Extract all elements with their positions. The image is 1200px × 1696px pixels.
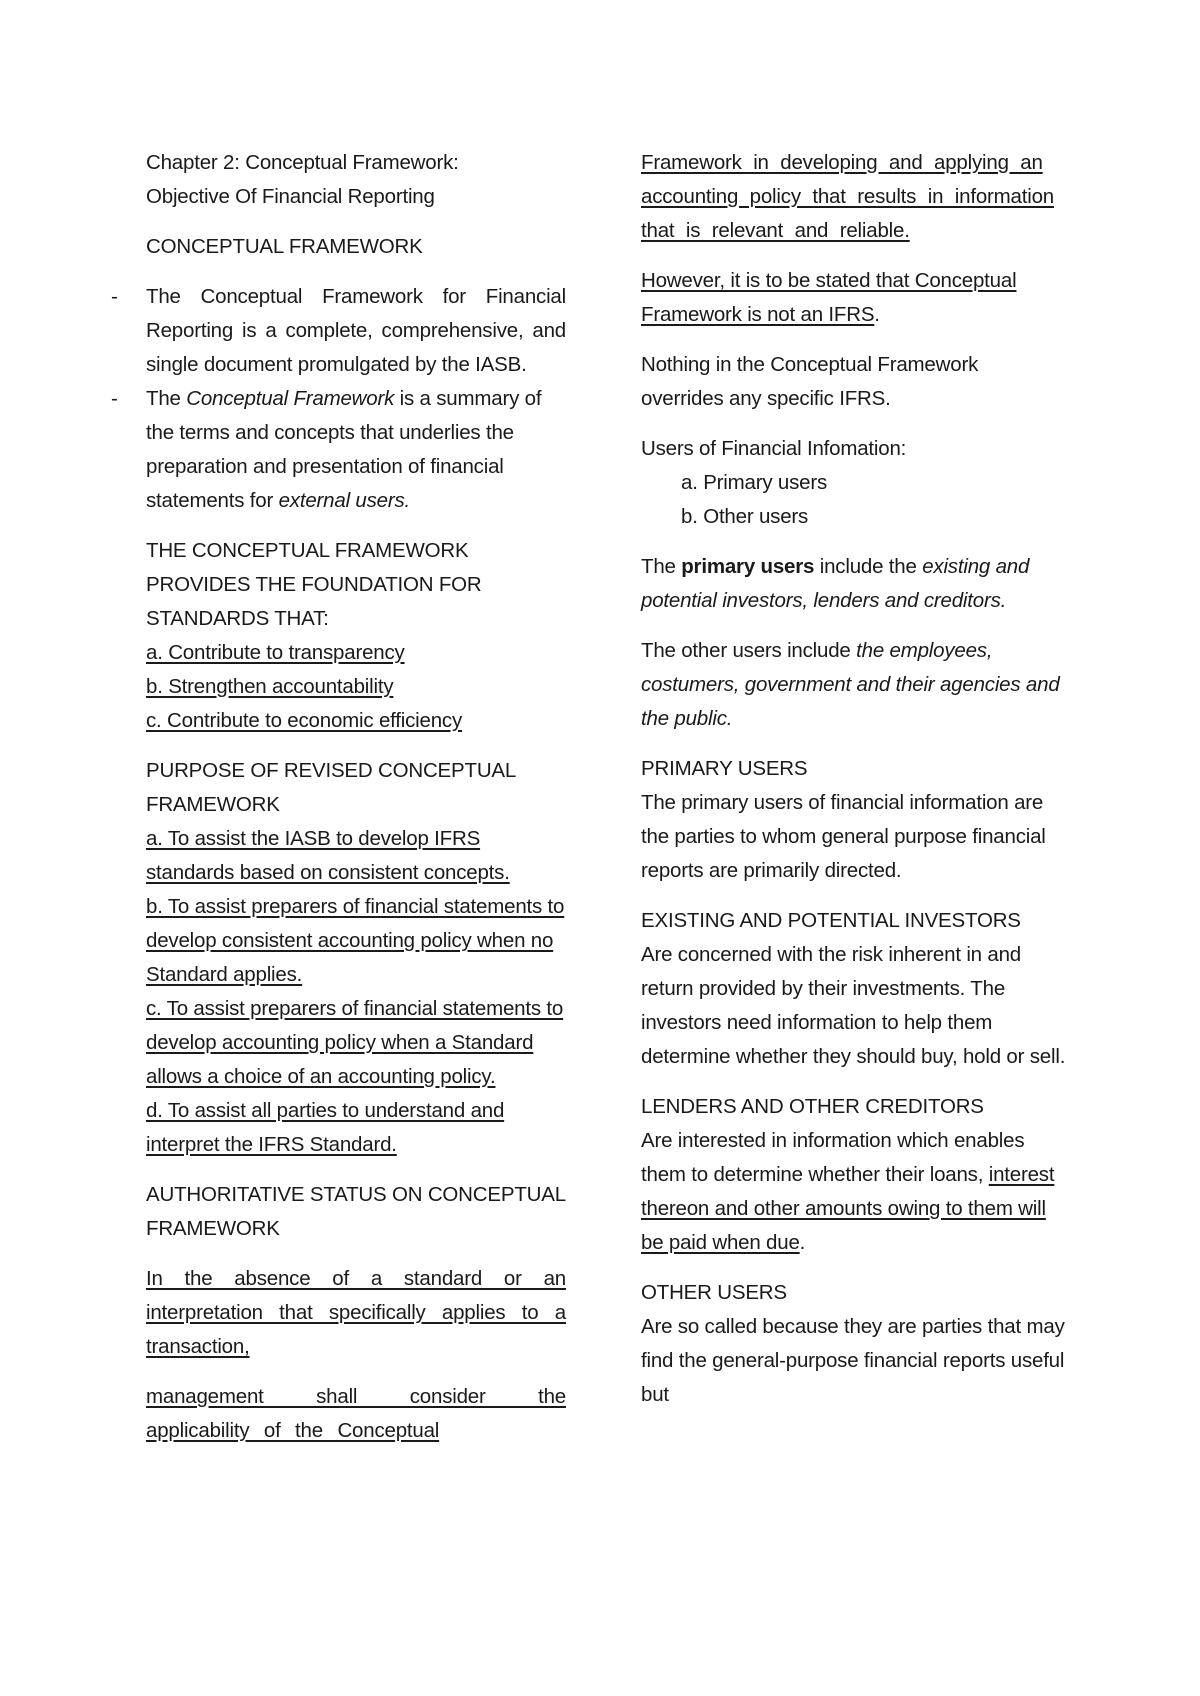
bullet-text-2-start: The [146, 387, 187, 410]
investors-heading: EXISTING AND POTENTIAL INVESTORS [641, 909, 1021, 932]
left-column [111, 146, 566, 1448]
primary-pre: The [641, 555, 682, 578]
foundation-item: b. Strengthen accountability [146, 675, 394, 698]
however-text: However, it is to be stated that Conceptual Framework is not an IFRS [641, 269, 1017, 326]
users-heading: Users of Financial Infomation: [641, 437, 907, 460]
lenders-underline: interest thereon and other amounts owing to them will be paid when due [641, 1163, 1055, 1254]
primary-users-heading: PRIMARY USERS [641, 757, 808, 780]
primary-users-text: The primary users of financial information are the parties to whom general purpose financial reports are primarily directed. [641, 791, 1046, 882]
primary-bold: primary users [681, 555, 815, 578]
bullet-dash: - [111, 387, 118, 410]
framework-continuation: Framework in developing and applying an accounting policy that results in information that is relevant and reliable. [641, 151, 1054, 242]
lenders-heading: LENDERS AND OTHER CREDITORS [641, 1095, 984, 1118]
bullet-item-1 [111, 280, 566, 382]
foundation-item: c. Contribute to economic efficiency [146, 709, 463, 732]
foundation-item: a. Contribute to transparency [146, 641, 405, 664]
however-paragraph [641, 264, 1066, 332]
other-users-text: Are so called because they are parties that may find the general-purpose financial reports useful but [641, 1315, 1065, 1406]
purpose-heading: PURPOSE OF REVISED CONCEPTUAL FRAMEWORK [146, 759, 516, 816]
other-users-heading: OTHER USERS [641, 1281, 787, 1304]
authority-paragraph-1: In the absence of a standard or an interpretation that specifically applies to a transaction, [146, 1267, 566, 1358]
authority-paragraph-2: management shall consider the applicability of the Conceptual [146, 1385, 566, 1442]
users-list-item: b. Other users [681, 505, 809, 528]
investors-text: Are concerned with the risk inherent in and return provided by their investments. The investors need information to help them determine whether they should buy, hold or sell. [641, 943, 1066, 1068]
bullet-dash: - [111, 285, 118, 308]
purpose-item: a. To assist the IASB to develop IFRS standards based on consistent concepts. [146, 827, 510, 884]
right-column [641, 146, 1066, 1412]
lenders-text [641, 1124, 1066, 1260]
lenders-pre: Are interested in information which enables them to determine whether their loans, [641, 1129, 1025, 1186]
primary-italic: existing and potential investors, lenders and creditors. [641, 555, 1030, 612]
chapter-title-line2: Objective Of Financial Reporting [146, 185, 435, 208]
nothing-paragraph: Nothing in the Conceptual Framework overrides any specific IFRS. [641, 353, 979, 410]
heading-conceptual-framework: CONCEPTUAL FRAMEWORK [146, 235, 423, 258]
purpose-item: d. To assist all parties to understand and interpret the IFRS Standard. [146, 1099, 505, 1156]
purpose-item: c. To assist preparers of financial statements to develop accounting policy when a Standard allows a choice of an accounting policy. [146, 997, 564, 1088]
other-users-paragraph [641, 634, 1066, 736]
foundation-heading: THE CONCEPTUAL FRAMEWORK PROVIDES THE FOUNDATION FOR STANDARDS THAT: [146, 539, 482, 630]
bullet-item-2 [111, 382, 566, 518]
purpose-item: b. To assist preparers of financial statements to develop consistent accounting policy when no Standard applies. [146, 895, 565, 986]
bullet-text-2-italic: Conceptual Framework [186, 387, 395, 410]
bullet-text-2-end: external users. [278, 489, 411, 512]
other-pre: The other users include [641, 639, 857, 662]
other-italic: the employees, costumers, government and their agencies and the public. [641, 639, 1060, 730]
however-period: . [874, 303, 880, 326]
primary-mid: include the [814, 555, 923, 578]
bullet-text-1: The Conceptual Framework for Financial Reporting is a complete, comprehensive, and single document promulgated by the IASB. [146, 285, 566, 376]
chapter-title-line1: Chapter 2: Conceptual Framework: [146, 151, 459, 174]
lenders-post: . [799, 1231, 806, 1254]
users-list-item: a. Primary users [681, 471, 828, 494]
bullet-text-2-mid: is a summary of the terms and concepts that underlies the preparation and presentation of financial statements for [146, 387, 542, 512]
authority-heading: AUTHORITATIVE STATUS ON CONCEPTUAL FRAMEWORK [146, 1183, 566, 1240]
primary-users-paragraph [641, 550, 1066, 618]
